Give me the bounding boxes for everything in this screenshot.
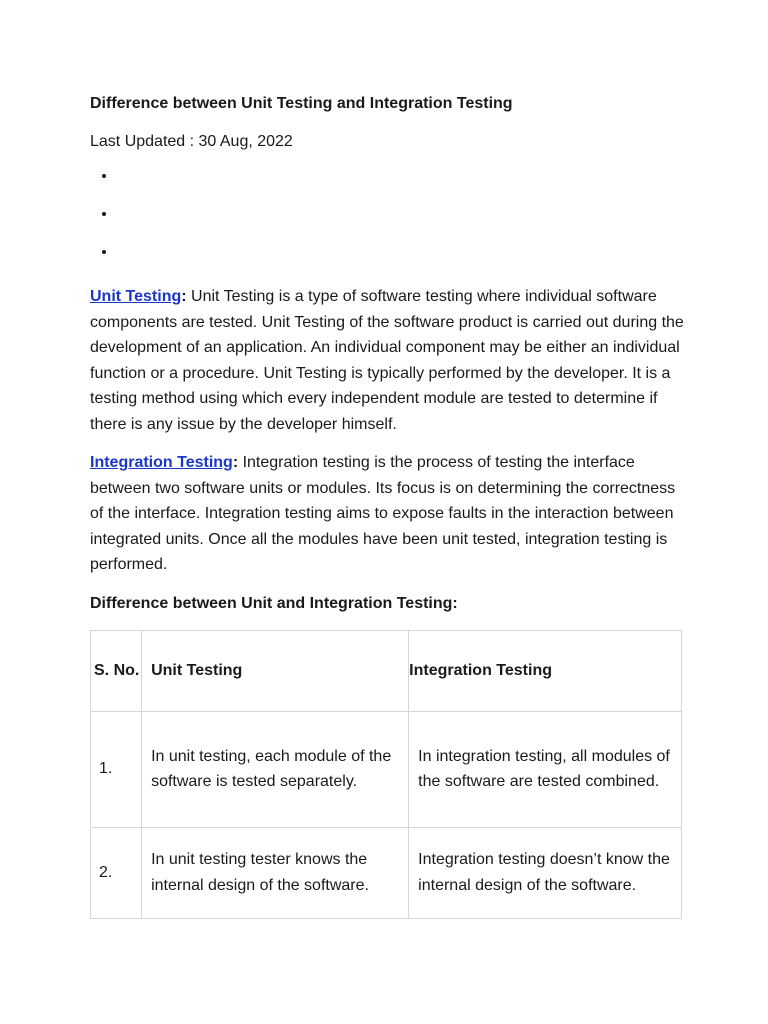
unit-testing-text: Unit Testing is a type of software testing where individual software components are tested. Unit Testing of the software product is carried out during the development of an application. An individual component may be either an individual function or a procedure. Unit Testing is typically performed by the developer. It is a testing method using which every independent module are tested to determine if there is any issue by the developer himself. [90, 288, 684, 433]
article-body [90, 92, 690, 919]
cell-unit-testing: In unit testing, each module of the software is tested separately. [142, 711, 409, 827]
unit-testing-colon: : [181, 288, 187, 305]
list-item [116, 244, 690, 282]
cell-sno: 1. [91, 711, 142, 827]
list-item [116, 206, 690, 244]
last-updated: Last Updated : 30 Aug, 2022 [90, 133, 293, 150]
table-row [91, 827, 682, 918]
empty-bullet-list [90, 168, 690, 282]
article-title: Difference between Unit Testing and Integration Testing [90, 95, 513, 112]
header-unit-testing: Unit Testing [142, 630, 409, 711]
cell-sno: 2. [91, 827, 142, 918]
unit-testing-paragraph [90, 284, 690, 437]
cell-integration-testing: In integration testing, all modules of the software are tested combined. [409, 711, 682, 827]
unit-testing-link[interactable]: Unit Testing [90, 288, 182, 305]
integration-testing-text: Integration testing is the process of testing the interface between two software units or modules. Its focus is on determining the correctness of the interface. Integration testing aims to expose faults in the interaction between integrated units. Once all the modules have been unit tested, integration testing is performed. [90, 454, 676, 573]
table-header-row [91, 630, 682, 711]
cell-unit-testing: In unit testing tester knows the internal design of the software. [142, 827, 409, 918]
cell-integration-testing: Integration testing doesn’t know the internal design of the software. [409, 827, 682, 918]
table-heading: Difference between Unit and Integration Testing: [90, 594, 458, 612]
header-sno: S. No. [91, 630, 142, 711]
header-integration-testing: Integration Testing [409, 630, 682, 711]
list-item [116, 168, 690, 206]
integration-testing-paragraph [90, 450, 690, 578]
integration-testing-colon: : [232, 454, 239, 471]
comparison-table [90, 630, 682, 919]
integration-testing-link[interactable]: Integration Testing [90, 454, 233, 471]
table-row [91, 711, 682, 827]
